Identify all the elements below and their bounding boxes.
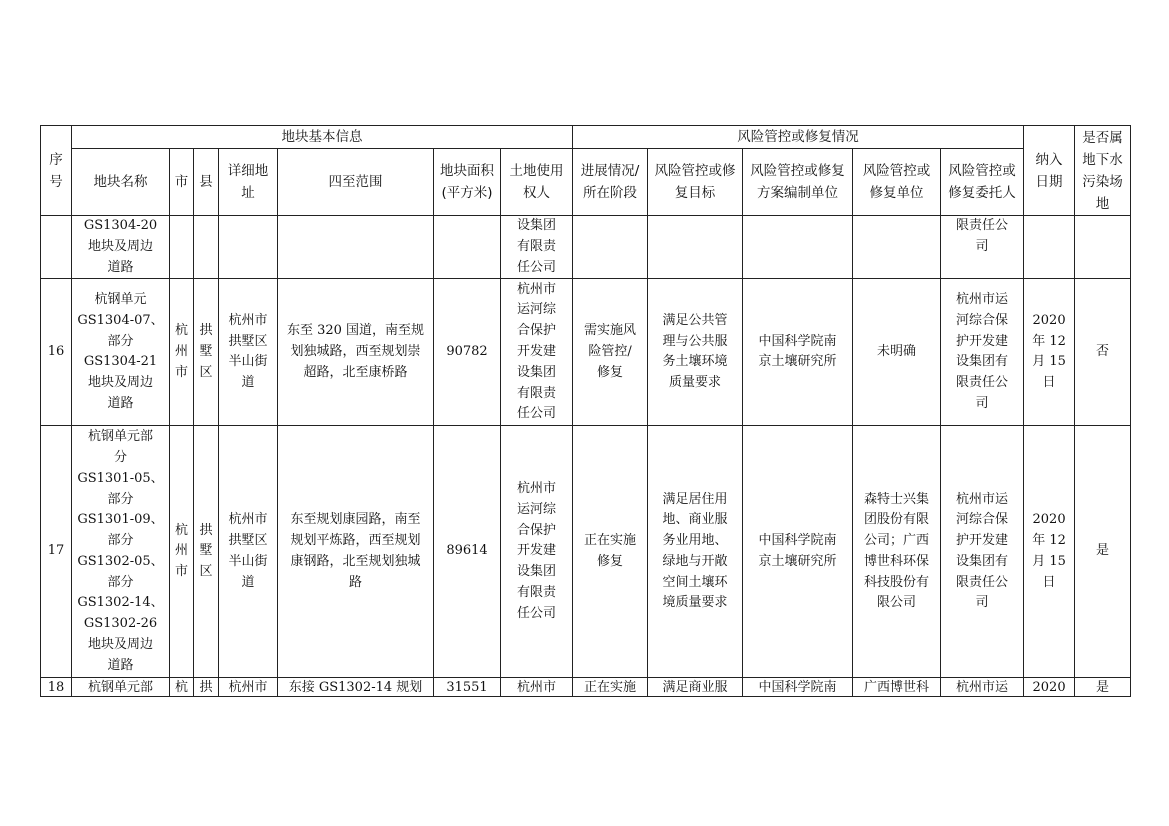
cell-seq: 18 xyxy=(41,678,72,697)
cell-groundwater: 是 xyxy=(1075,426,1131,678)
contaminated-sites-table xyxy=(40,125,1131,697)
table-row xyxy=(41,426,1131,678)
header-county: 县 xyxy=(194,149,219,216)
cell-date xyxy=(1024,216,1075,279)
cell-county: 拱 墅 区 xyxy=(194,426,219,678)
cell-county: 拱 墅 区 xyxy=(194,279,219,426)
cell-bounds: 东至 320 国道，南至规 划独城路，西至规划崇 超路，北至康桥路 xyxy=(278,279,434,426)
header-goal: 风险管控或修 复目标 xyxy=(648,149,743,216)
cell-seq xyxy=(41,216,72,279)
cell-date: 2020 年 12 月 15 日 xyxy=(1024,279,1075,426)
cell-name: 杭钢单元 GS1304-07、 部分 GS1304-21 地块及周边 道路 xyxy=(72,279,170,426)
cell-area: 90782 xyxy=(434,279,501,426)
cell-date: 2020 年 12 月 15 日 xyxy=(1024,426,1075,678)
header-client: 风险管控或 修复委托人 xyxy=(941,149,1024,216)
cell-goal: 满足公共管 理与公共服 务土壤环境 质量要求 xyxy=(648,279,743,426)
cell-client: 杭州市运 xyxy=(941,678,1024,697)
cell-executor: 未明确 xyxy=(853,279,941,426)
table-row xyxy=(41,678,1131,697)
cell-bounds xyxy=(278,216,434,279)
cell-executor xyxy=(853,216,941,279)
cell-goal: 满足商业服 xyxy=(648,678,743,697)
cell-planner: 中国科学院南 京土壤研究所 xyxy=(743,279,853,426)
cell-groundwater xyxy=(1075,216,1131,279)
cell-name: 杭钢单元部 分 GS1301-05、 部分 GS1301-09、 部分 GS1302-05、 部分 GS1302-14、 GS1302-26 地块及周边 道路 xyxy=(72,426,170,678)
cell-address xyxy=(219,216,278,279)
header-group-risk-control: 风险管控或修复情况 xyxy=(573,126,1024,149)
cell-name: 杭钢单元部 xyxy=(72,678,170,697)
table-row xyxy=(41,216,1131,279)
cell-progress: 需实施风 险管控/ 修复 xyxy=(573,279,648,426)
header-bounds: 四至范围 xyxy=(278,149,434,216)
cell-progress: 正在实施 修复 xyxy=(573,426,648,678)
cell-bounds: 东接 GS1302-14 规划 xyxy=(278,678,434,697)
header-date: 纳入 日期 xyxy=(1024,126,1075,216)
cell-executor: 森特士兴集 团股份有限 公司；广西 博世科环保 科技股份有 限公司 xyxy=(853,426,941,678)
header-name: 地块名称 xyxy=(72,149,170,216)
cell-county xyxy=(194,216,219,279)
cell-progress xyxy=(573,216,648,279)
table-row xyxy=(41,279,1131,426)
header-owner: 土地使用 权人 xyxy=(501,149,573,216)
cell-goal: 满足居住用 地、商业服 务业用地、 绿地与开敞 空间土壤环 境质量要求 xyxy=(648,426,743,678)
cell-progress: 正在实施 xyxy=(573,678,648,697)
cell-county: 拱 xyxy=(194,678,219,697)
cell-date: 2020 xyxy=(1024,678,1075,697)
cell-planner: 中国科学院南 xyxy=(743,678,853,697)
header-executor: 风险管控或 修复单位 xyxy=(853,149,941,216)
header-row-columns xyxy=(41,149,1131,216)
header-area: 地块面积 (平方米) xyxy=(434,149,501,216)
cell-seq: 16 xyxy=(41,279,72,426)
header-address: 详细地 址 xyxy=(219,149,278,216)
cell-address: 杭州市 xyxy=(219,678,278,697)
cell-bounds: 东至规划康园路，南至 规划平炼路，西至规划 康钢路，北至规划独城 路 xyxy=(278,426,434,678)
cell-client: 限责任公 司 xyxy=(941,216,1024,279)
cell-address: 杭州市 拱墅区 半山街 道 xyxy=(219,426,278,678)
cell-city: 杭 州 市 xyxy=(170,426,194,678)
cell-area xyxy=(434,216,501,279)
cell-client: 杭州市运 河综合保 护开发建 设集团有 限责任公 司 xyxy=(941,279,1024,426)
header-progress: 进展情况/ 所在阶段 xyxy=(573,149,648,216)
cell-planner xyxy=(743,216,853,279)
cell-city: 杭 xyxy=(170,678,194,697)
cell-owner: 杭州市 运河综 合保护 开发建 设集团 有限责 任公司 xyxy=(501,279,573,426)
cell-seq: 17 xyxy=(41,426,72,678)
cell-address: 杭州市 拱墅区 半山街 道 xyxy=(219,279,278,426)
cell-area: 89614 xyxy=(434,426,501,678)
cell-name: GS1304-20 地块及周边 道路 xyxy=(72,216,170,279)
header-planner: 风险管控或修复 方案编制单位 xyxy=(743,149,853,216)
header-seq: 序 号 xyxy=(41,126,72,216)
cell-owner: 设集团 有限责 任公司 xyxy=(501,216,573,279)
header-group-basic-info: 地块基本信息 xyxy=(72,126,573,149)
cell-groundwater: 是 xyxy=(1075,678,1131,697)
cell-city: 杭 州 市 xyxy=(170,279,194,426)
cell-owner: 杭州市 xyxy=(501,678,573,697)
cell-city xyxy=(170,216,194,279)
cell-owner: 杭州市 运河综 合保护 开发建 设集团 有限责 任公司 xyxy=(501,426,573,678)
cell-groundwater: 否 xyxy=(1075,279,1131,426)
header-row-groups xyxy=(41,126,1131,149)
cell-client: 杭州市运 河综合保 护开发建 设集团有 限责任公 司 xyxy=(941,426,1024,678)
cell-executor: 广西博世科 xyxy=(853,678,941,697)
header-city: 市 xyxy=(170,149,194,216)
cell-planner: 中国科学院南 京土壤研究所 xyxy=(743,426,853,678)
cell-goal xyxy=(648,216,743,279)
header-groundwater: 是否属 地下水 污染场 地 xyxy=(1075,126,1131,216)
cell-area: 31551 xyxy=(434,678,501,697)
